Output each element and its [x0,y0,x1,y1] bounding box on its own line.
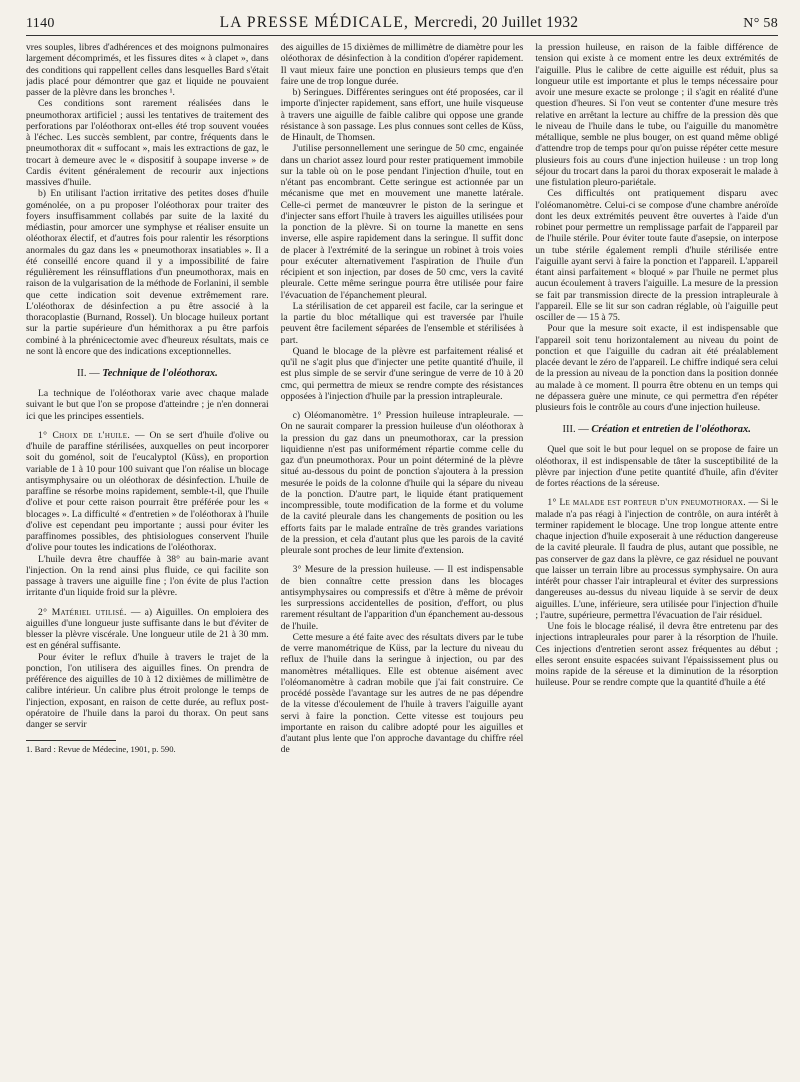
footnote: 1. Bard : Revue de Médecine, 1901, p. 590. [26,744,176,755]
paragraph [535,497,778,621]
column-2 [281,42,524,1072]
paragraph: La technique de l'oléothorax varie avec chaque malade suivant le but que l'on se propose d'atteindre ; je n'en donnerai ici que les principes essentiels. [26,388,269,422]
paragraph: L'huile devra être chauffée à 38° au bain-marie avant l'injection. On la rend ainsi plus fluide, ce qui facilite son passage à travers une aiguille fine ; l'on évite de plus l'action irritante d'un liquide froid sur la plèvre. [26,553,269,599]
footnote-rule [26,740,116,741]
issue-number: N° 58 [743,16,778,31]
page-header [26,14,778,36]
paragraph: Pour que la mesure soit exacte, il est indispensable que l'appareil soit tenu horizontalement au niveau du point de ponction et que l'aiguille du cadran ait été préalablement placée devant le zéro de l'appareil. Le chiffre indiqué sera celui de la pression au niveau de la ponction dans la position donnée au malade à ce moment. Il pourra être obtenu en un temps qui ne dépassera guère une minute, ce qui permettra d'en répéter plusieurs fois le contrôle au cours d'une injection huileuse. [535,323,779,413]
paragraph: la pression huileuse, en raison de la faible différence de tension qui existe à ce moment entre les deux extrémités de l'aiguille. Plus le calibre de cette aiguille est réduit, plus sa longueur utile est importante et plus le temps nécessaire pour avoir une mesure exacte se prolonge ; il s'agit en réalité d'une question d'heures. Si l'on veut se contenter d'une mesure très relative en arrêtant la lecture au chiffre de la pression dès que le niveau de l'huile dans le tube, ou l'aiguille du manomètre métallique, semble ne plus bouger, on est quand même obligé d'attendre trop de temps pour qu'on puisse répéter cette mesure plusieurs fois au cours d'une injection huileuse : un trop long séjour du trocart dans la paroi du thorax exposerait le malade à une fistulation pleuro-pariétale. [535,42,779,188]
paragraph: b) Seringues. Différentes seringues ont été proposées, car il importe d'injecter rapidement, sans effort, une huile visqueuse à travers une aiguille de faible calibre qui oppose une grande résistance à son passage. Les plus connues sont celles de Küss, de Hinault, de Thomsen. [280,87,524,143]
paragraph: Quel que soit le but pour lequel on se propose de faire un oléothorax, il est indispensable de tâter la susceptibilité de la plèvre par injection d'une petite quantité d'huile, afin d'éviter de fortes réactions de la séreuse. [535,444,779,489]
paragraph: La stérilisation de cet appareil est facile, car la seringue et la partie du bloc métallique qui est traversée par l'huile peuvent être facilement séparées de l'ensemble et stérilisées à part. [280,300,524,346]
paragraph-lead: 1° Le malade est porteur d'un pneumothorax. [547,497,746,509]
paragraph: J'utilise personnellement une seringue de 50 cmc, engainée dans un chariot assez lourd pour rester pratiquement immobile sur la table où on le pose pendant l'injection d'huile, tout en n'étant pas encombrant. Cette seringue est actionnée par un mécanisme que met en mouvement une manette latérale. Celle-ci permet de manœuvrer le piston de la seringue et d'injecter sans effort l'huile à travers les aiguilles utilisées pour la ponction de la plèvre. Si on tourne la manette en sens inverse, elle aspire rapidement dans la seringue. Il suffit donc de placer à l'extrémité de la seringue un robinet à trois voies pour exécuter alternativement l'aspiration de l'huile d'un récipient et son injection, par doses de 50 cmc, vers la cavité pleurale. Cette même seringue pourra être utilisée pour faire l'évacuation de l'épanchement pleural. [280,143,524,301]
text-columns [26,42,778,1072]
paragraph: Quand le blocage de la plèvre est parfaitement réalisé et qu'il ne s'agit plus que d'injecter une petite quantité d'huile, il est plus simple de se servir d'une seringue de verre de 10 à 20 cmc, qui permettra de mieux se rendre compte des résistances opposées à l'injection d'huile par la pression intrapleurale. [280,345,524,402]
paragraph-body: — a) Aiguilles. On emploiera des aiguilles d'une longueur juste suffisante dans le but d'éviter de blesser la plèvre viscérale. Une longueur utile de 21 à 30 mm. est en général suffisante. [26,606,269,652]
journal-name: LA PRESSE MÉDICALE, [219,14,410,31]
paragraph: Ces conditions sont rarement réalisées dans le pneumothorax artificiel ; aussi les tentatives de traitement des perforations par l'oléothorax ont-elles été trop souvent vouées à l'échec. Les succès semblent, par contre, fréquents dans le pneumothorax dit « suffocant », mais les extractions de gaz, le trocart à demeure avec le « dispositif à soupape inverse » de Cardis évitent généralement de recourir aux injections massives d'huile. [26,98,269,188]
column-1 [26,42,269,1072]
paragraph: des aiguilles de 15 dixièmes de millimètre de diamètre pour les oléothorax de désinfection à la condition d'opérer rapidement. Il vaut mieux faire une ponction en plusieurs temps que d'en faire une de trop longue durée. [280,42,524,87]
paragraph: Pour éviter le reflux d'huile à travers le trajet de la ponction, l'on utilisera des aiguilles fines. On prendra de préférence des aiguilles de 10 à 12 dixièmes de millimètre de calibre intérieur. Un calibre plus étroit prolonge le temps de l'injection, exposant, en raison de cette durée, au reflux post-opératoire de l'huile dans la paroi du thorax. On peut sans danger se servir [26,651,269,730]
paragraph-lead: 1° Choix de l'huile. [38,429,131,441]
section-title: Technique de l'oléothorax. [102,368,218,379]
paragraph: Cette mesure a été faite avec des résultats divers par le tube de verre manométrique de Küss, par la lecture du niveau du reflux de l'huile dans la seringue à injection, ou par des manomètres métalliques. Elle est obtenue aisément avec l'oléomanomètre à cadran mobile que j'ai fait construire. Ce procédé possède l'avantage sur les autres de ne pas dépendre de la vitesse d'écoulement de l'huile à travers l'aiguille ayant servi à faire la ponction. Cette vitesse est toujours peu importante en raison du calibre adopté pour les aiguilles et d'autant plus lente que l'on approche davantage du chiffre réel de [280,631,524,756]
paragraph: c) Oléomanomètre. 1° Pression huileuse intrapleurale. — On ne saurait comparer la pression huileuse d'un oléothorax à la pression du gaz dans un pneumothorax, car la pression liquidienne n'est pas uniformément répartie comme celle du gaz d'un pneumothorax. Pour un point déterminé de la plèvre situé au-dessous du point de ponction s'ajoutera à la pression mesurée le poids de la colonne d'huile qui la sépare du niveau de la ponction. D'autre part, le liquide étant pratiquement incompressible, toute modification de la forme et du volume de la cavité pleurale dans les changements de position ou les efforts faits par le malade entraîne de très grandes variations de la pression, et cela d'autant plus que les parois de la cavité pleurale sont proches de leur limite d'extension. [280,410,524,556]
page-number: 1140 [26,16,55,31]
column-3 [535,42,778,1072]
issue-date: Mercredi, 20 Juillet 1932 [414,14,579,31]
paragraph: b) En utilisant l'action irritative des petites doses d'huile goménolée, on a pu proposer l'oléothorax pour traiter des foyers insuffisamment collabés par suite de la laxité du médiastin, pour amorcer une symphyse et réaliser ensuite un oléothorax électif, et d'autres fois pour ralentir les résorptions anormales du gaz dans les « pneumothorax insatiables ». Il a été conseillé encore quand il y a impossibilité de faire régulièrement les réinsufflations d'un pneumothorax, mais en raison de la vulgarisation de la méthode de Forlanini, il semble que cette indication soit devenue extrêmement rare. L'oléothorax de désinfection a pu être associé à la thoracoplastie (Burnand, Rossel). Un blocage huileux portant sur la partie supérieure d'un hémithorax a pu être parfois combiné à la phrénicectomie avec d'heureux résultats, mais ce ne sont là encore que des indications exceptionnelles. [26,188,269,357]
section-heading-3 [535,423,778,436]
section-number: III. — [562,424,589,436]
section-number: II. — [76,368,100,379]
paragraph: vres souples, libres d'adhérences et des moignons pulmonaires largement décomprimés, et les fissures dites « à clapet », dans des conditions qui rappellent celles dans lesquelles Bard s'était jadis placé pour démontrer que gaz et liquide ne pouvaient passer de la plèvre dans les bronches ¹. [26,42,269,98]
paragraph [26,607,269,652]
paragraph-body: — On se sert d'huile d'olive ou d'huile de paraffine stérilisées, auxquelles on peut incorporer soit du goménol, soit de l'eucalyptol (Küss), en proportion variable de 1 à 10 pour 100 suivant que l'on réalise un blocage antisymphysaire ou un oléothorax de désinfection. L'huile de paraffine se résorbe moins rapidement, semble-t-il, que l'huile d'olive et pour cette raison pourrait être préférée pour les « blocages ». La difficulté « d'entretien » de l'oléothorax à l'huile d'olive est cependant peu importante ; aussi pour éviter les paraffinomes possibles, des phtisiologues conservent l'huile d'olive pour toutes les indications de l'oléothorax. [26,429,269,554]
section-heading-2 [26,367,269,380]
paragraph: Une fois le blocage réalisé, il devra être entretenu par des injections intrapleurales pour parer à la résorption de l'huile. Ces injections d'entretien seront assez fréquentes au début ; elles seront ensuite espacées suivant l'épaississement plus ou moins rapide de la séreuse et la diminution de la résorption huileuse. Pour se rendre compte que la quantité d'huile a été [535,621,779,689]
section-title: Création et entretien de l'oléothorax. [591,424,751,436]
paragraph-body: — Si le malade n'a pas réagi à l'injection de contrôle, on aura intérêt à terminer rapidement le blocage. Une trop longue attente entre chaque injection d'huile exposerait à une réduction dangereuse de la cavité pleurale. Il faudra de plus, autant que possible, ne pas conserver de gaz dans la plèvre, ce gaz résiduel ne pouvant que laisser un terrain libre au processus symphysaire. On aura intérêt pour chasser l'air intrapleural et éviter des surpressions dangereuses au-dessus du niveau liquide à se servir de deux aiguilles. L'une, inférieure, sera utilisée pour l'injection d'huile ; l'autre, supérieure, permettra l'évacuation de l'air résiduel. [535,497,779,621]
paragraph: Ces difficultés ont pratiquement disparu avec l'oléomanomètre. Celui-ci se compose d'une chambre anéroïde dont les deux extrémités peuvent être ouvertes à l'aide d'un robinet pour permettre un remplissage parfait de l'appareil par de l'huile stérile. Pour éviter toute faute d'asepsie, on interpose un tube stérile également rempli d'huile stérilisée entre l'aiguille ayant servi à faire la ponction et l'appareil. L'appareil étant ainsi parfaitement « bloqué » par l'huile ne permet plus aucun écoulement à travers l'aiguille. La mesure de la pression se fait par transmission directe de la pression intrapleurale à l'appareil. Elle se lit sur son cadran réglable, où l'aiguille peut osciller de — 15 à 75. [535,188,779,323]
journal-title [220,14,579,32]
paragraph [26,430,269,554]
paragraph-lead: 2° Matériel utilisé. [38,606,127,618]
paragraph: 3° Mesure de la pression huileuse. — Il est indispensable de bien connaître cette pression dans les blocages antisymphysaires ou compressifs et d'être à même de prévoir les surpressions accidentelles de position, d'effort, ou plus rarement résultant de l'apparition d'un épanchement au-dessous de l'huile. [280,564,524,632]
